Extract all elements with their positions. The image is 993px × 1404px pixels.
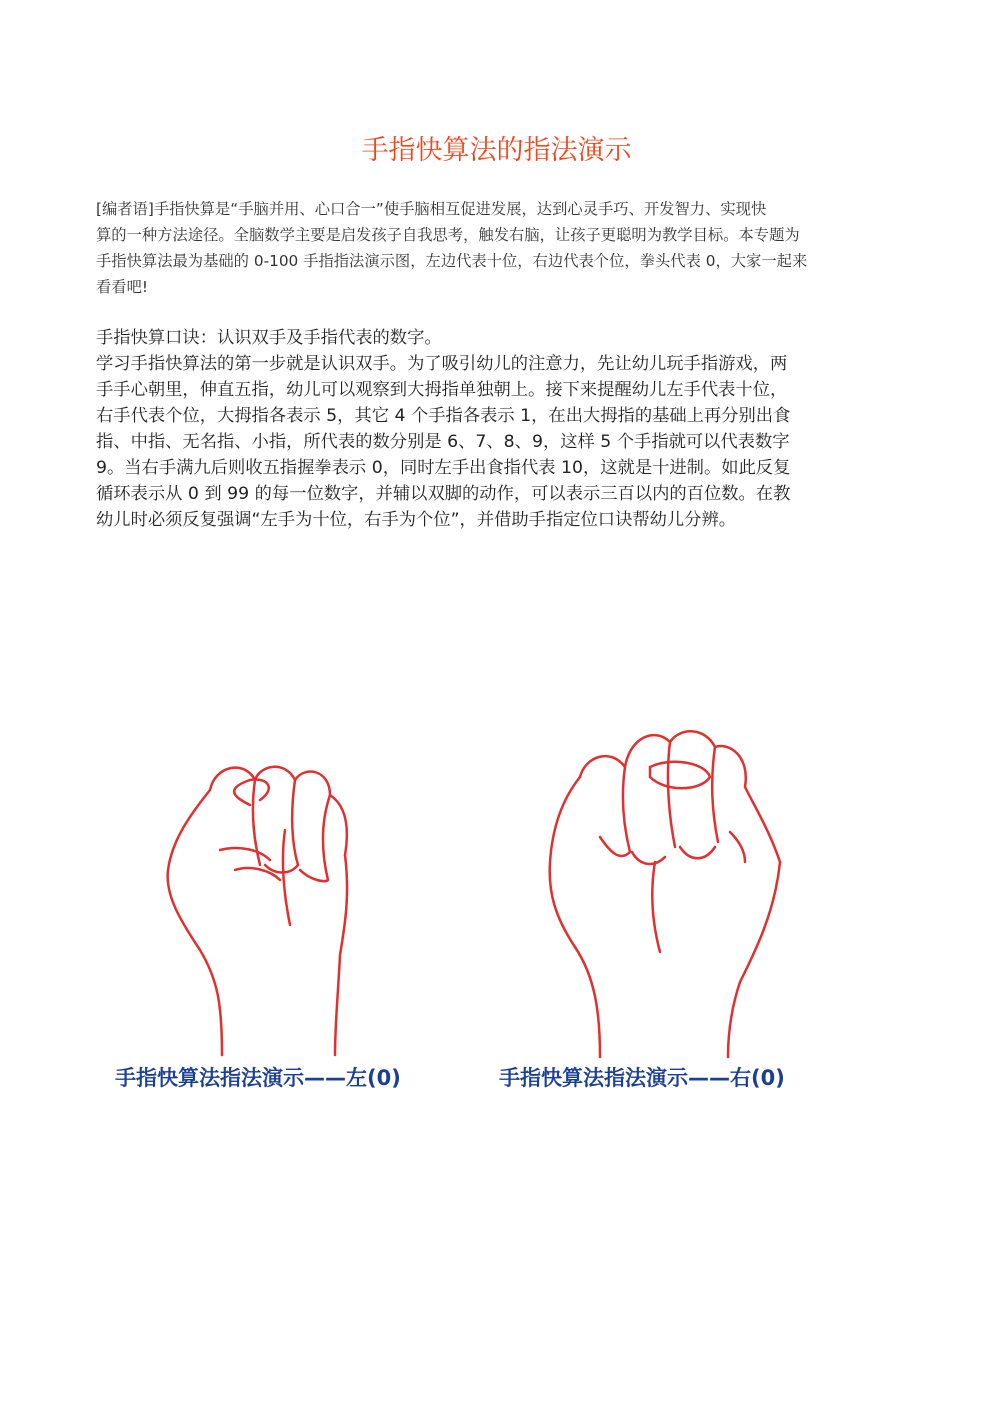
right-fist-illustration [540, 722, 790, 1064]
left-fist-illustration [160, 755, 395, 1065]
intro-line: [编者语]手指快算是“手脑并用、心口合一”使手脑相互促进发展，达到心灵手巧、开发智力、实现快 [96, 200, 767, 218]
body-line: 幼儿时必须反复强调“左手为十位，右手为个位”，并借助手指定位口诀帮幼儿分辨。 [96, 510, 737, 530]
body-line: 手指快算口诀：认识双手及手指代表的数字。 [96, 328, 442, 348]
body-line: 右手代表个位，大拇指各表示 5，其它 4 个手指各表示 1，在出大拇指的基础上再分别出食 [96, 406, 791, 426]
body-line: 学习手指快算法的第一步就是认识双手。为了吸引幼儿的注意力，先让幼儿玩手指游戏，两 [96, 354, 788, 374]
body-text [96, 325, 906, 533]
body-line: 9。当右手满九后则收五指握拳表示 0，同时左手出食指代表 10，这就是十进制。如此反复 [96, 458, 791, 478]
body-line: 指、中指、无名指、小指，所代表的数分别是 6、7、8、9，这样 5 个手指就可以代表数字 [96, 432, 790, 452]
body-line: 手手心朝里，伸直五指，幼儿可以观察到大拇指单独朝上。接下来提醒幼儿左手代表十位， [96, 380, 788, 400]
body-line: 循环表示从 0 到 99 的每一位数字，并辅以双脚的动作，可以表示三百以内的百位数。在教 [96, 484, 791, 504]
left-fist-caption: 手指快算法指法演示——左(0) [115, 1066, 401, 1090]
intro-line: 看看吧! [96, 278, 149, 296]
right-fist-caption: 手指快算法指法演示——右(0) [499, 1066, 785, 1090]
intro-line: 算的一种方法途径。全脑数学主要是启发孩子自我思考，触发右脑，让孩子更聪明为教学目标。本专题为 [96, 226, 800, 244]
editor-note [96, 196, 906, 300]
intro-line: 手指快算法最为基础的 0-100 手指指法演示图，左边代表十位，右边代表个位，拳头代表 0，大家一起来 [96, 252, 808, 270]
page-title: 手指快算法的指法演示 [361, 135, 632, 166]
